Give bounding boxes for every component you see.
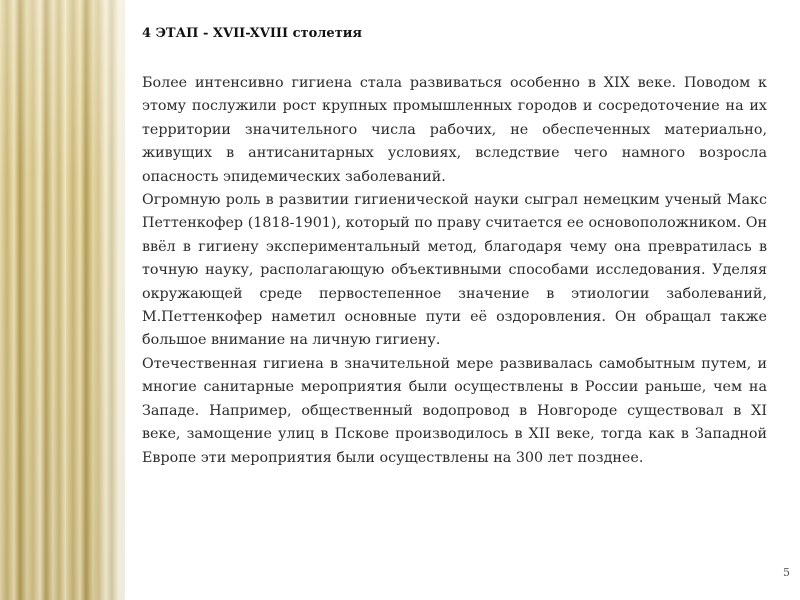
slide-body [142, 72, 767, 470]
paragraph: Отечественная гигиена в значительной мере развивалась самобытным путем, и многие санитарные мероприятия были осуществлены в России раньше, чем на Западе. Например, общественный водопровод в Новгороде существовал в XI веке, замощение улиц в Пскове производилось в XII веке, тогда как в Западной Европе эти мероприятия были осуществлены на 300 лет позднее. [142, 355, 767, 466]
stripes-fade [95, 0, 135, 600]
page-number: 5 [783, 566, 790, 579]
paragraph: Более интенсивно гигиена стала развиваться особенно в XIX веке. Поводом к этому послужили рост крупных промышленных городов и сосредоточение на их территории значительного числа рабочих, не обеспеченных материально, живущих в антисанитарных условиях, вследствие чего намного возросла опасность эпидемических заболеваний. [142, 75, 767, 185]
paragraph: Огромную роль в развитии гигиенической науки сыграл немецким ученый Макс Петтенкофер (1818-1901), который по праву считается ее основоположником. Он ввёл в гигиену экспериментальный метод, благодаря чему она превратилась в точную науку, располагающую объективными способами исследования. Уделяя окружающей среде первостепенное значение в этиологии заболеваний, М.Петтенкофер наметил основные пути её оздоровления. Он обращал также большое внимание на личную гигиену. [142, 192, 767, 349]
slide-title: 4 ЭТАП - XVII-XVIII столетия [142, 26, 363, 41]
